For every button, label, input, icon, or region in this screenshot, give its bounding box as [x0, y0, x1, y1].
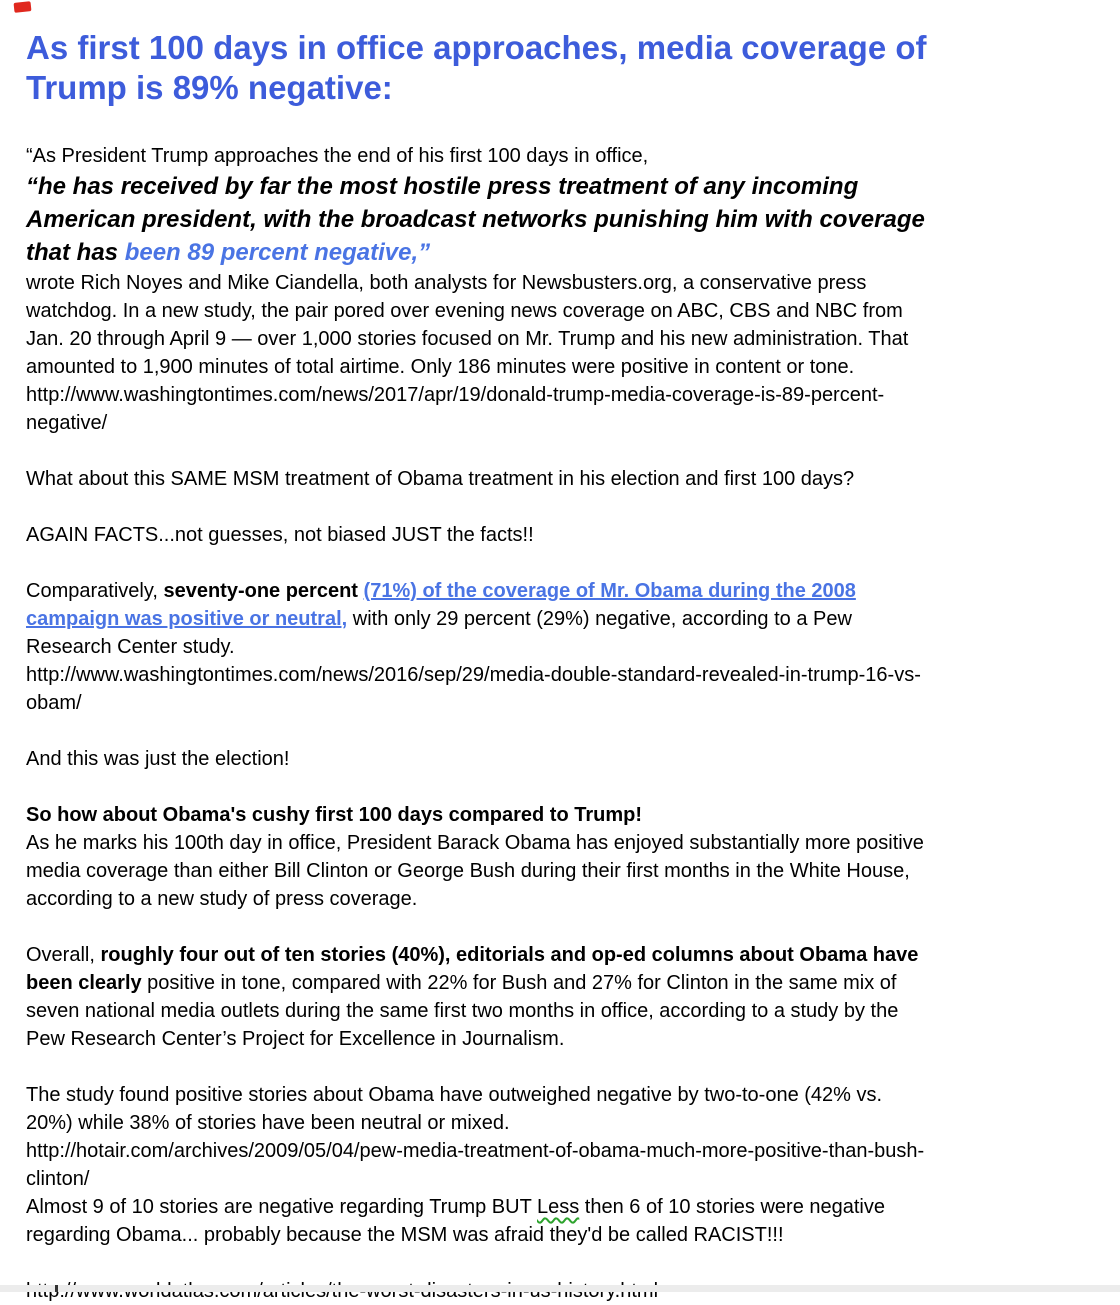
text-run: So how about Obama's cushy first 100 days compared to Trump! [26, 804, 643, 826]
text-line [26, 142, 1106, 170]
document-body [26, 28, 1106, 1305]
text-run: The study found positive stories about Obama have outweighed negative by two-to-one (42% vs. [26, 1084, 883, 1106]
text-line [26, 689, 1106, 717]
obama-coverage-link[interactable]: campaign was positive or neutral, [26, 608, 348, 630]
text-run: positive in tone, compared with 22% for Bush and 27% for Clinton in the same mix of [141, 972, 897, 994]
text-line [26, 829, 1106, 857]
text-line [26, 801, 1106, 829]
text-line [26, 1025, 1106, 1053]
text-run: roughly four out of ten stories (40%), editorials and op-ed columns about Obama have [100, 944, 919, 966]
text-line [26, 661, 1106, 689]
text-run: As he marks his 100th day in office, President Barack Obama has enjoyed substantially more positive [26, 832, 924, 854]
text-run: American president, with the broadcast networks punishing him with coverage [26, 206, 925, 233]
text-run: Overall, [26, 944, 101, 966]
text-run: then 6 of 10 stories were negative [579, 1196, 885, 1218]
text-line [26, 1081, 1106, 1109]
blank-line [26, 437, 1106, 465]
text-line [26, 1109, 1106, 1137]
url-text: obam/ [26, 692, 82, 714]
spellcheck-word: Less [537, 1196, 580, 1218]
url-text: clinton/ [26, 1168, 90, 1190]
text-line [26, 353, 1106, 381]
text-run: 20%) while 38% of stories have been neutral or mixed. [26, 1112, 510, 1134]
text-run: amounted to 1,900 minutes of total airtime. Only 186 minutes were positive in content or tone. [26, 356, 855, 378]
url-text: http://www.washingtontimes.com/news/2017/apr/19/donald-trump-media-coverage-is-89-percent- [26, 384, 885, 406]
blank-line [26, 717, 1106, 745]
text-line [26, 969, 1106, 997]
red-mark [14, 1, 32, 13]
text-run: according to a new study of press coverage. [26, 888, 418, 910]
text-line [26, 236, 1106, 269]
text-line [26, 465, 1106, 493]
text-run: Almost 9 of 10 stories are negative regarding Trump BUT [26, 1196, 537, 1218]
url-text: http://www.washingtontimes.com/news/2016/sep/29/media-double-standard-revealed-in-trump-16-vs- [26, 664, 921, 686]
url-text: negative/ [26, 412, 108, 434]
text-line [26, 381, 1106, 409]
text-run: regarding Obama... probably because the MSM was afraid they'd be called RACIST!!! [26, 1224, 784, 1246]
text-line [26, 577, 1106, 605]
text-run: with only 29 percent (29%) negative, according to a Pew [347, 608, 852, 630]
text-line [26, 885, 1106, 913]
text-run: What about this SAME MSM treatment of Obama treatment in his election and first 100 days? [26, 468, 855, 490]
page-title-line-2: Trump is 89% negative: [26, 69, 393, 106]
text-line [26, 745, 1106, 773]
text-run: seventy-one percent [163, 580, 364, 602]
text-run: that has [26, 239, 125, 266]
text-line [26, 1221, 1106, 1249]
text-run: watchdog. In a new study, the pair pored over evening news coverage on ABC, CBS and NBC from [26, 300, 903, 322]
text-run: been clearly [26, 972, 142, 994]
text-run: Pew Research Center’s Project for Excellence in Journalism. [26, 1028, 565, 1050]
blank-line [26, 773, 1106, 801]
text-run: And this was just the election! [26, 748, 290, 770]
text-line [26, 521, 1106, 549]
negative-89-link[interactable]: been 89 percent negative,” [124, 239, 431, 266]
text-line [26, 605, 1106, 633]
blank-line [26, 549, 1106, 577]
text-run: “he has received by far the most hostile press treatment of any incoming [26, 173, 859, 200]
text-run: Jan. 20 through April 9 — over 1,000 stories focused on Mr. Trump and his new administration. That [26, 328, 909, 350]
text-run: AGAIN FACTS...not guesses, not biased JUST the facts!! [26, 524, 534, 546]
text-line [26, 203, 1106, 236]
text-run: wrote Rich Noyes and Mike Ciandella, both analysts for Newsbusters.org, a conservative press [26, 272, 867, 294]
obama-coverage-link[interactable]: (71%) of the coverage of Mr. Obama during the 2008 [363, 580, 856, 602]
blank-line [26, 913, 1106, 941]
text-run: seven national media outlets during the same first two months in office, according to a study by the [26, 1000, 899, 1022]
page-title-line-1: As first 100 days in office approaches, media coverage of [26, 29, 927, 66]
text-line [26, 633, 1106, 661]
text-line [26, 1165, 1106, 1193]
text-run: Comparatively, [26, 580, 164, 602]
bottom-cutoff-strip [0, 1285, 1120, 1292]
text-run: media coverage than either Bill Clinton or George Bush during their first months in the White House, [26, 860, 910, 882]
text-line [26, 409, 1106, 437]
url-text: http://hotair.com/archives/2009/05/04/pew-media-treatment-of-obama-much-more-positive-than-bush- [26, 1140, 925, 1162]
text-line [26, 1137, 1106, 1165]
blank-line [26, 1053, 1106, 1081]
text-blocks [26, 142, 1106, 1305]
text-line [26, 325, 1106, 353]
blank-line [26, 493, 1106, 521]
text-line [26, 1193, 1106, 1221]
text-run: Research Center study. [26, 636, 235, 658]
text-line [26, 941, 1106, 969]
text-line [26, 857, 1106, 885]
text-run: “As President Trump approaches the end of his first 100 days in office, [26, 145, 649, 167]
text-line [26, 170, 1106, 203]
text-line [26, 297, 1106, 325]
bottom-cutoff-tick [55, 1285, 58, 1292]
text-line [26, 997, 1106, 1025]
heading-spacer [26, 108, 1106, 142]
text-line [26, 269, 1106, 297]
blank-line [26, 1249, 1106, 1277]
